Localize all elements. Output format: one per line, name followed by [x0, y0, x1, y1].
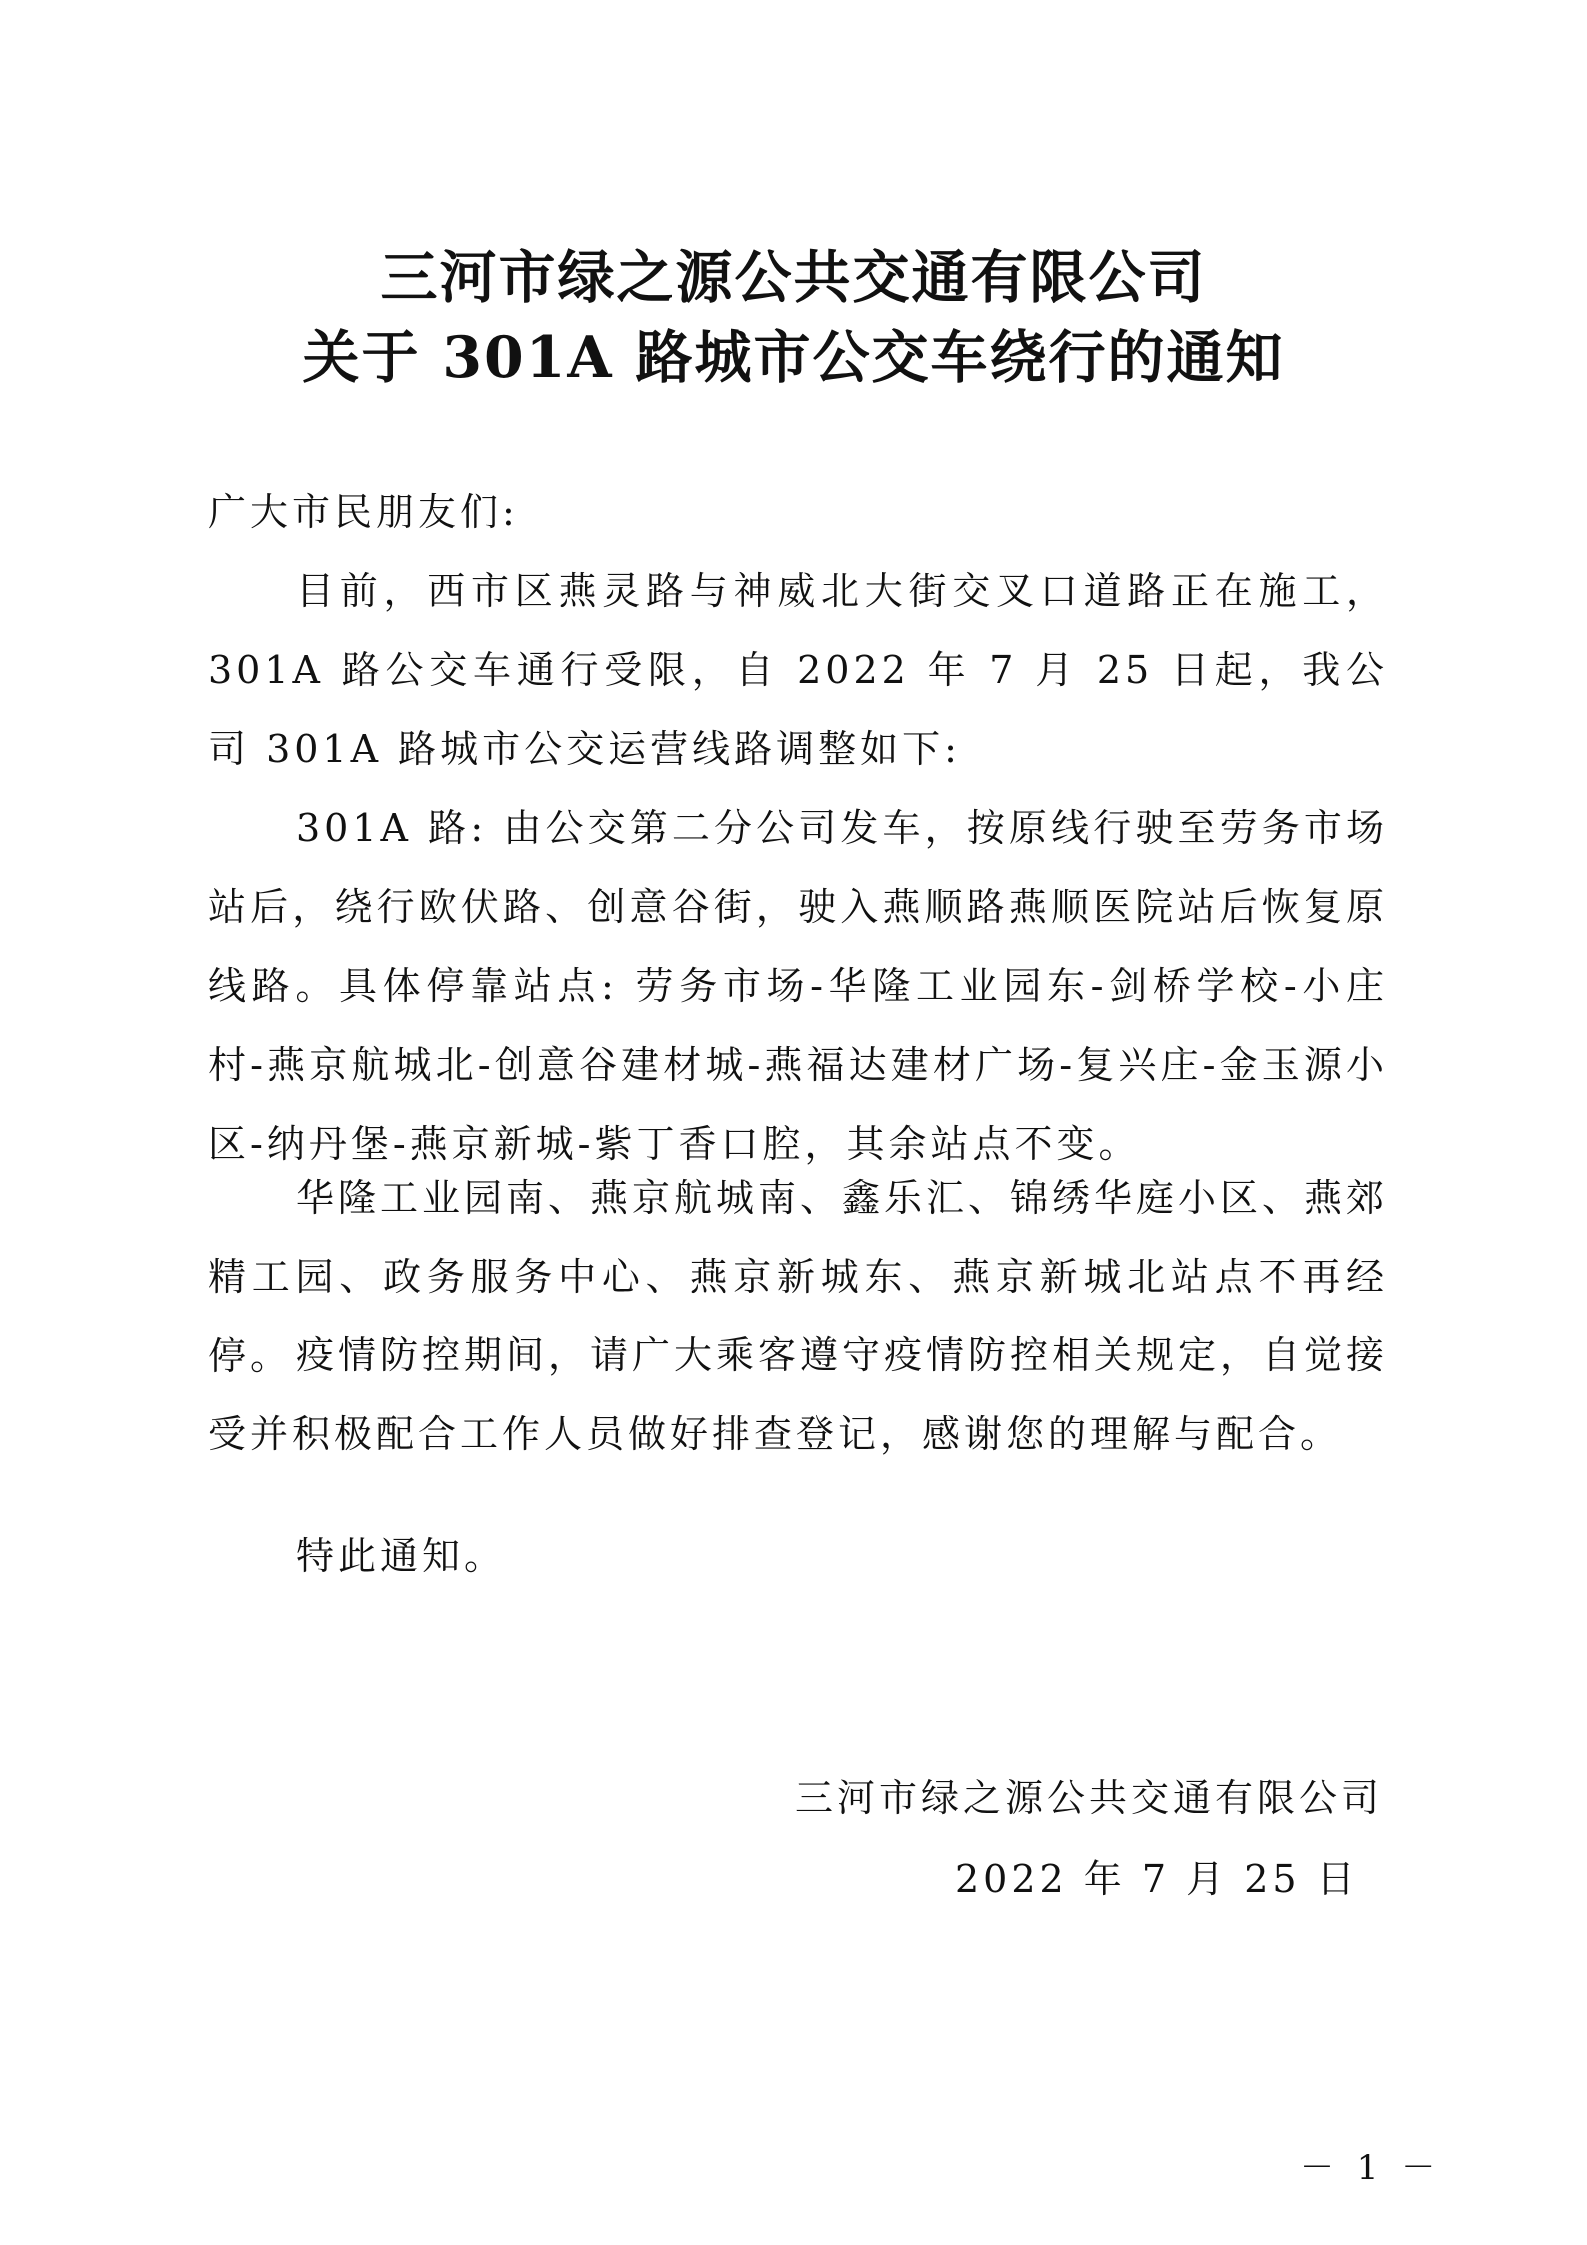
paragraph-route-detour: 301A 路: 由公交第二分公司发车，按原线行驶至劳务市场站后，绕行欧伏路、创意谷街，驶入燕顺路燕顺医院站后恢复原线路。具体停靠站点: 劳务市场-华隆工业园东-剑桥学校-小庄村-燕京航城北-创意谷建材城-燕福达建材广场-复兴庄-金玉源小区-纳丹堡-燕京新城-紫丁香口腔，其余站点不变。 — [208, 806, 1388, 1166]
closing-remark: 特此通知。 — [296, 1534, 507, 1578]
paragraph-construction-notice: 目前，西市区燕灵路与神威北大街交叉口道路正在施工，301A 路公交车通行受限，自 2022 年 7 月 25 日起，我公司 301A 路城市公交运营线路调整如下: — [208, 569, 1388, 771]
paragraph-epidemic-notice: 疫情防控期间，请广大乘客遵守疫情防控相关规定，自觉接受并积极配合工作人员做好排查登记，感谢您的理解与配合。 — [208, 1333, 1389, 1456]
signature-company: 三河市绿之源公共交通有限公司 — [795, 1776, 1384, 1820]
page-number: － 1 － — [1300, 2148, 1442, 2188]
document-title-line1: 三河市绿之源公共交通有限公司 — [380, 244, 1207, 311]
paragraph-skipped-stops: 华隆工业园南、燕京航城南、鑫乐汇、锦绣华庭小区、燕郊精工园、政务服务中心、燕京新城东、燕京新城北站点不再经停。 — [208, 1176, 1389, 1378]
signature-date: 2022 年 7 月 25 日 — [955, 1857, 1359, 1901]
salutation: 广大市民朋友们: — [208, 490, 519, 534]
document-title-line2: 关于 301A 路城市公交车绕行的通知 — [302, 324, 1285, 391]
